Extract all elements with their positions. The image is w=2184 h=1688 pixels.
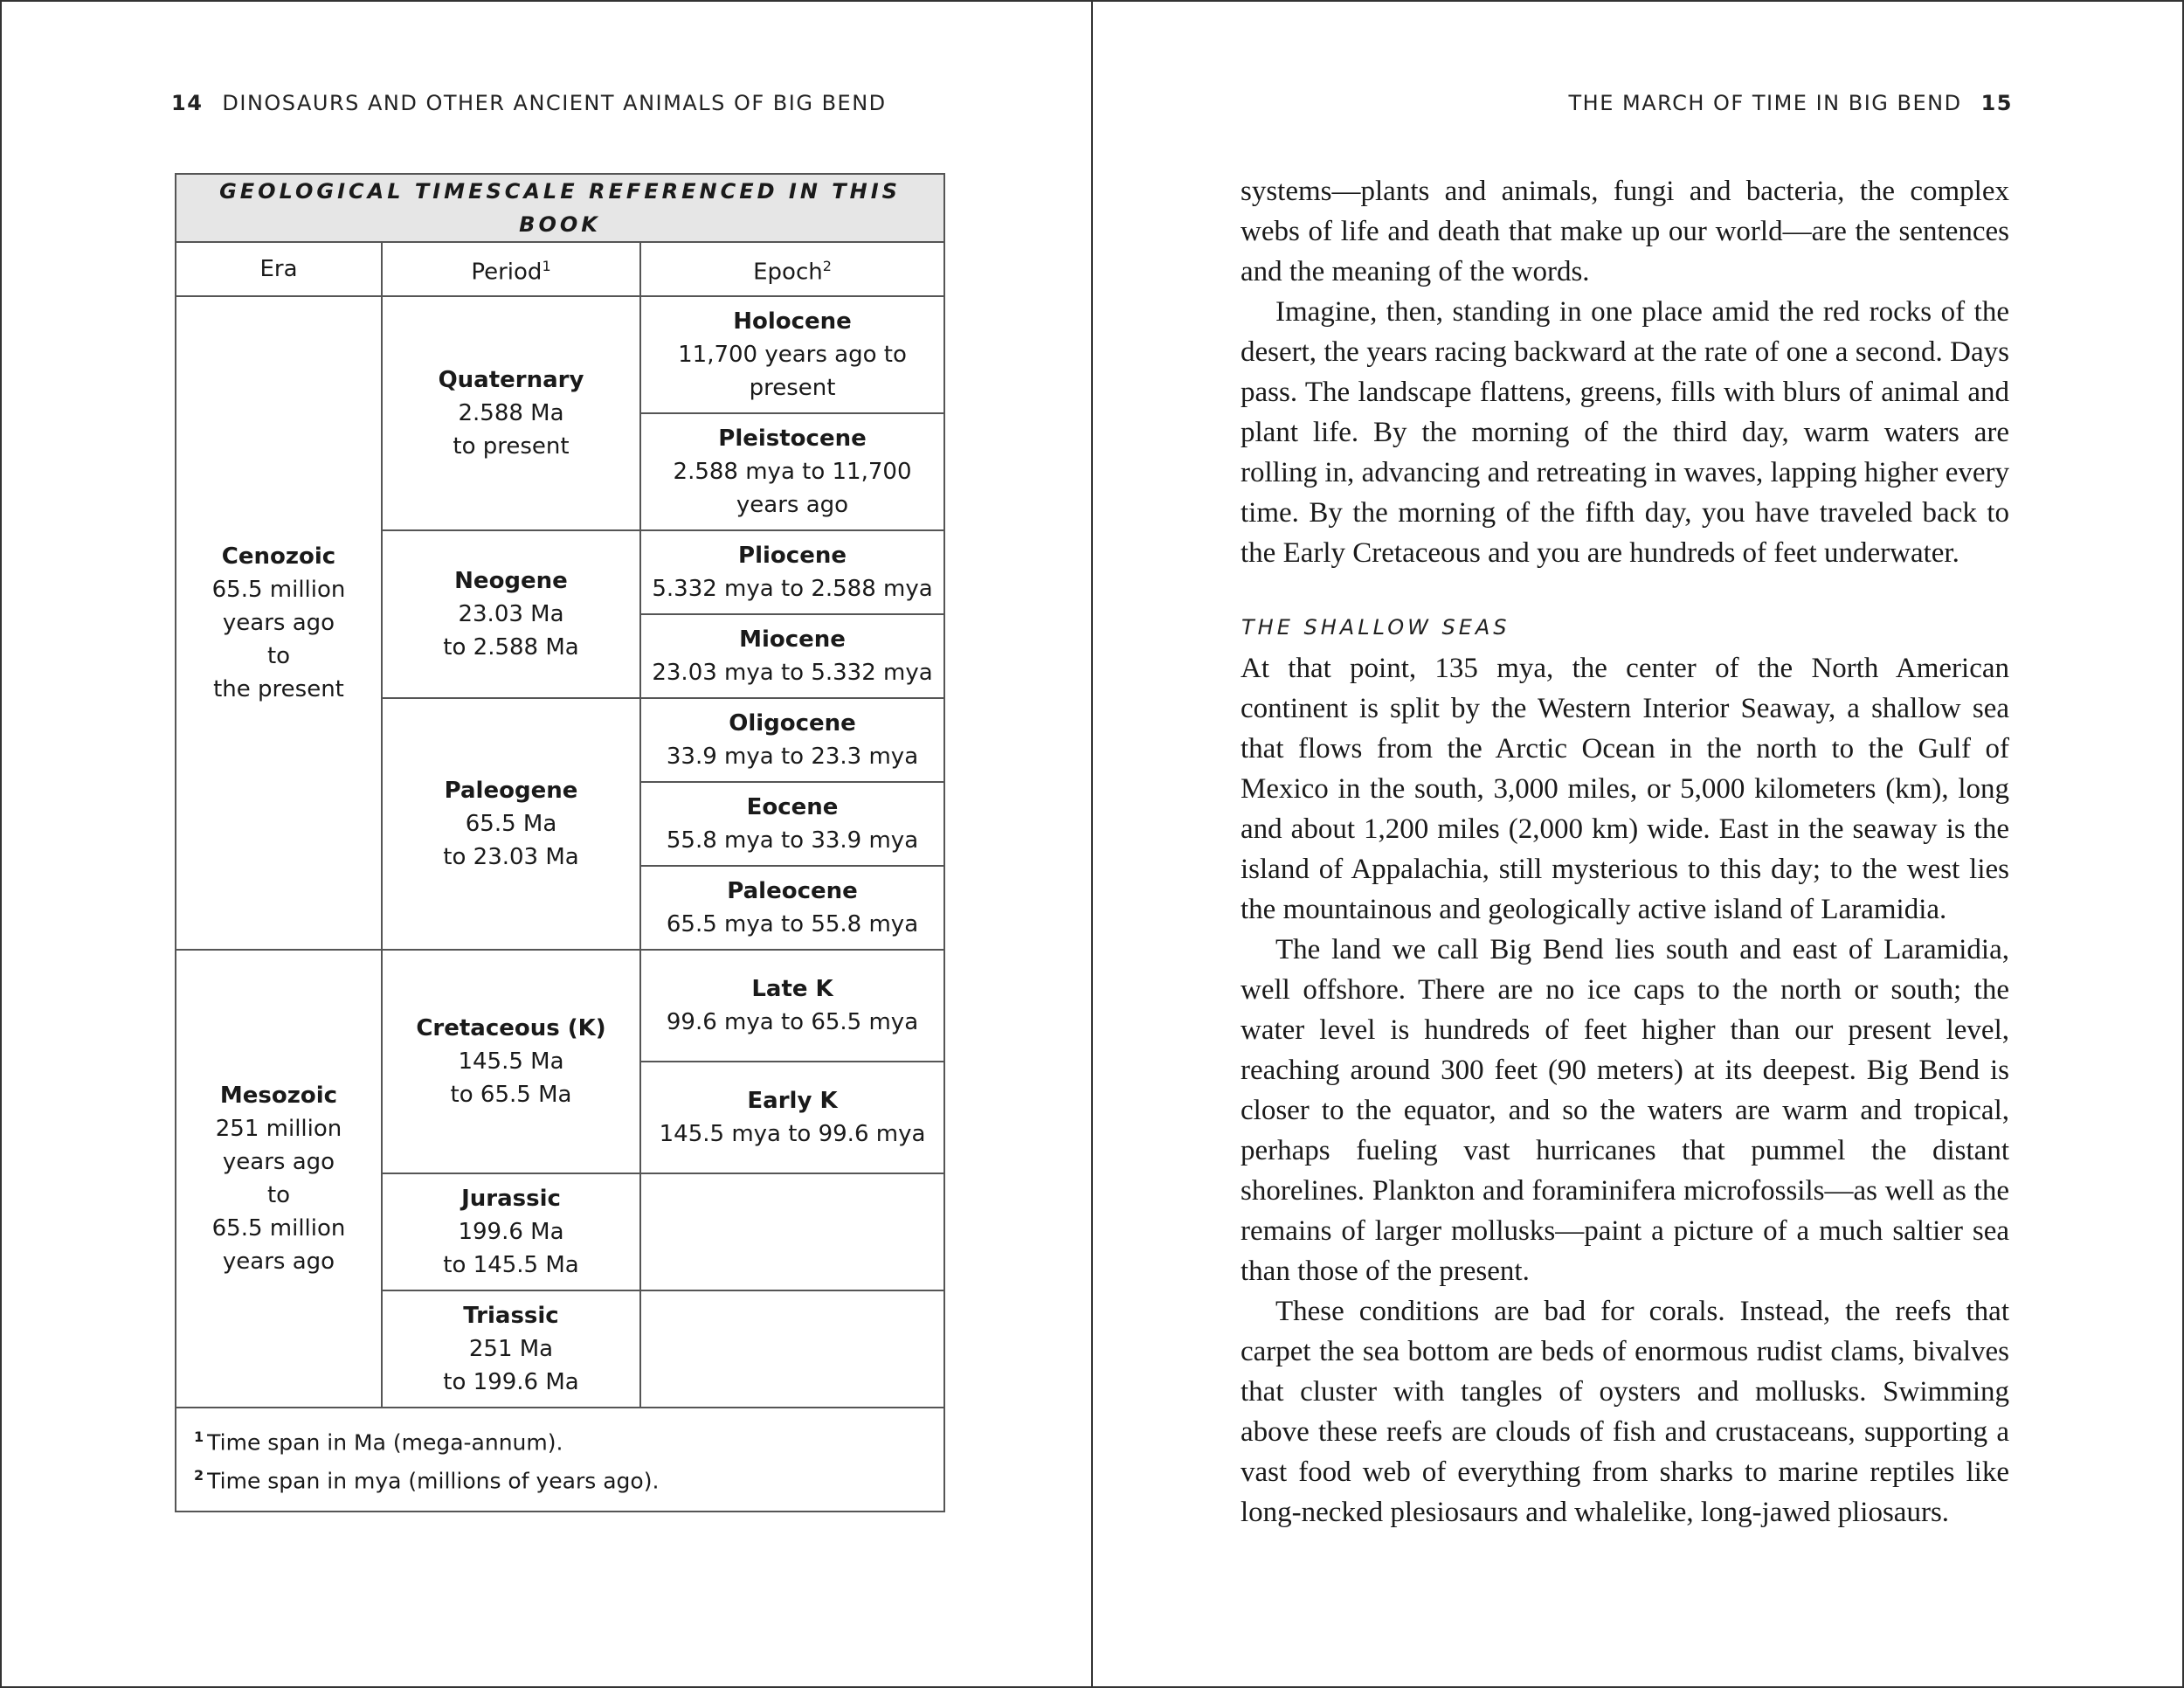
epoch-cell-empty-jurassic bbox=[640, 1173, 944, 1290]
epoch-cell-empty-triassic bbox=[640, 1290, 944, 1408]
left-page-number: 14 bbox=[171, 91, 204, 115]
era-cell-mesozoic: Mesozoic 251 million years ago to 65.5 million years ago bbox=[176, 950, 382, 1408]
section-text-block bbox=[1241, 648, 2009, 1532]
paragraph-conditions-corals: These conditions are bad for corals. Instead, the reefs that carpet the sea bottom are beds of enormous rudist clams, bivalves that cluster with tangles of oysters and mollusks. Swimming above these reefs are clouds of fish and crustaceans, supporting a vast food web of everything from sharks to marine reptiles like long-necked plesiosaurs and whalelike, long-jawed pliosaurs. bbox=[1241, 1296, 2009, 1528]
header-period-note: 1 bbox=[542, 257, 551, 274]
right-running-head-text: THE MARCH OF TIME IN BIG BEND bbox=[1568, 91, 1962, 115]
epoch-cell-early-k: Early K 145.5 mya to 99.6 mya bbox=[640, 1062, 944, 1173]
epoch-cell-holocene: Holocene 11,700 years ago to present bbox=[640, 296, 944, 413]
era-cell-cenozoic: Cenozoic 65.5 million years ago to the present bbox=[176, 296, 382, 950]
period-cell-paleogene: Paleogene 65.5 Ma to 23.03 Ma bbox=[382, 698, 640, 950]
epoch-cell-pliocene: Pliocene 5.332 mya to 2.588 mya bbox=[640, 530, 944, 614]
period-cell-triassic: Triassic 251 Ma to 199.6 Ma bbox=[382, 1290, 640, 1408]
paragraph-continued: systems—plants and animals, fungi and bacteria, the complex webs of life and death that make up our world—are the sentences and the meaning of the words. bbox=[1241, 176, 2009, 287]
period-cell-cretaceous: Cretaceous (K) 145.5 Ma to 65.5 Ma bbox=[382, 950, 640, 1173]
header-epoch-note: 2 bbox=[822, 257, 832, 274]
table-title: GEOLOGICAL TIMESCALE REFERENCED IN THIS BOOK bbox=[176, 174, 944, 242]
epoch-cell-oligocene: Oligocene 33.9 mya to 23.3 mya bbox=[640, 698, 944, 782]
period-cell-quaternary: Quaternary 2.588 Ma to present bbox=[382, 296, 640, 530]
epoch-cell-miocene: Miocene 23.03 mya to 5.332 mya bbox=[640, 614, 944, 698]
footnote-2: $^2$ Time span in mya (millions of years ago). bbox=[194, 1467, 660, 1494]
header-period: Period$^1$ bbox=[382, 242, 640, 296]
table-footnotes bbox=[176, 1408, 944, 1512]
period-cell-jurassic: Jurassic 199.6 Ma to 145.5 Ma bbox=[382, 1173, 640, 1290]
geological-timescale-table bbox=[175, 173, 945, 1512]
left-running-head bbox=[171, 91, 887, 115]
opening-text-block bbox=[1241, 171, 2009, 573]
epoch-cell-late-k: Late K 99.6 mya to 65.5 mya bbox=[640, 950, 944, 1062]
right-running-head bbox=[1569, 91, 2014, 115]
right-page-number: 15 bbox=[1980, 91, 2013, 115]
period-cell-neogene: Neogene 23.03 Ma to 2.588 Ma bbox=[382, 530, 640, 698]
section-heading-shallow-seas: THE SHALLOW SEAS bbox=[1241, 615, 1510, 640]
paragraph-imagine: Imagine, then, standing in one place amid the red rocks of the desert, the years racing backward at the rate of one a second. Days pass. The landscape flattens, greens, fills with blurs of animal and plant life. By the morning of the third day, warm waters are rolling in, advancing and retreating in waves, lapping higher every time. By the morning of the fifth day, you have traveled back to the Early Cretaceous and you are hundreds of feet underwater. bbox=[1241, 296, 2009, 569]
header-epoch: Epoch$^2$ bbox=[640, 242, 944, 296]
header-era: Era bbox=[176, 242, 382, 296]
epoch-cell-eocene: Eocene 55.8 mya to 33.9 mya bbox=[640, 782, 944, 866]
epoch-cell-pleistocene: Pleistocene 2.588 mya to 11,700 years ago bbox=[640, 413, 944, 530]
left-running-head-text: DINOSAURS AND OTHER ANCIENT ANIMALS OF BIG BEND bbox=[222, 91, 887, 115]
paragraph-big-bend-land: The land we call Big Bend lies south and east of Laramidia, well offshore. There are no ice caps to the north or south; the water level is hundreds of feet higher than our present level, reaching around 300 feet (90 meters) at its deepest. Big Bend is closer to the equator, and so the waters are warm and tropical, perhaps fueling vast hurricanes that pummel the distant shorelines. Plankton and foraminifera microfossils—as well as the remains of larger mollusks—paint a picture of a much saltier sea than those of the present. bbox=[1241, 934, 2009, 1287]
epoch-cell-paleocene: Paleocene 65.5 mya to 55.8 mya bbox=[640, 866, 944, 950]
paragraph-at-that-point: At that point, 135 mya, the center of the North American continent is split by the Western Interior Seaway, a shallow sea that flows from the Arctic Ocean in the north to the Gulf of Mexico in the south, 3,000 miles, or 5,000 kilometers (km), long and about 1,200 miles (2,000 km) wide. East in the seaway is the island of Appalachia, still mysterious to this day; to the west lies the mountainous and geologically active island of Laramidia. bbox=[1241, 653, 2009, 925]
footnote-1: $^1$ Time span in Ma (mega-annum). bbox=[194, 1429, 563, 1456]
